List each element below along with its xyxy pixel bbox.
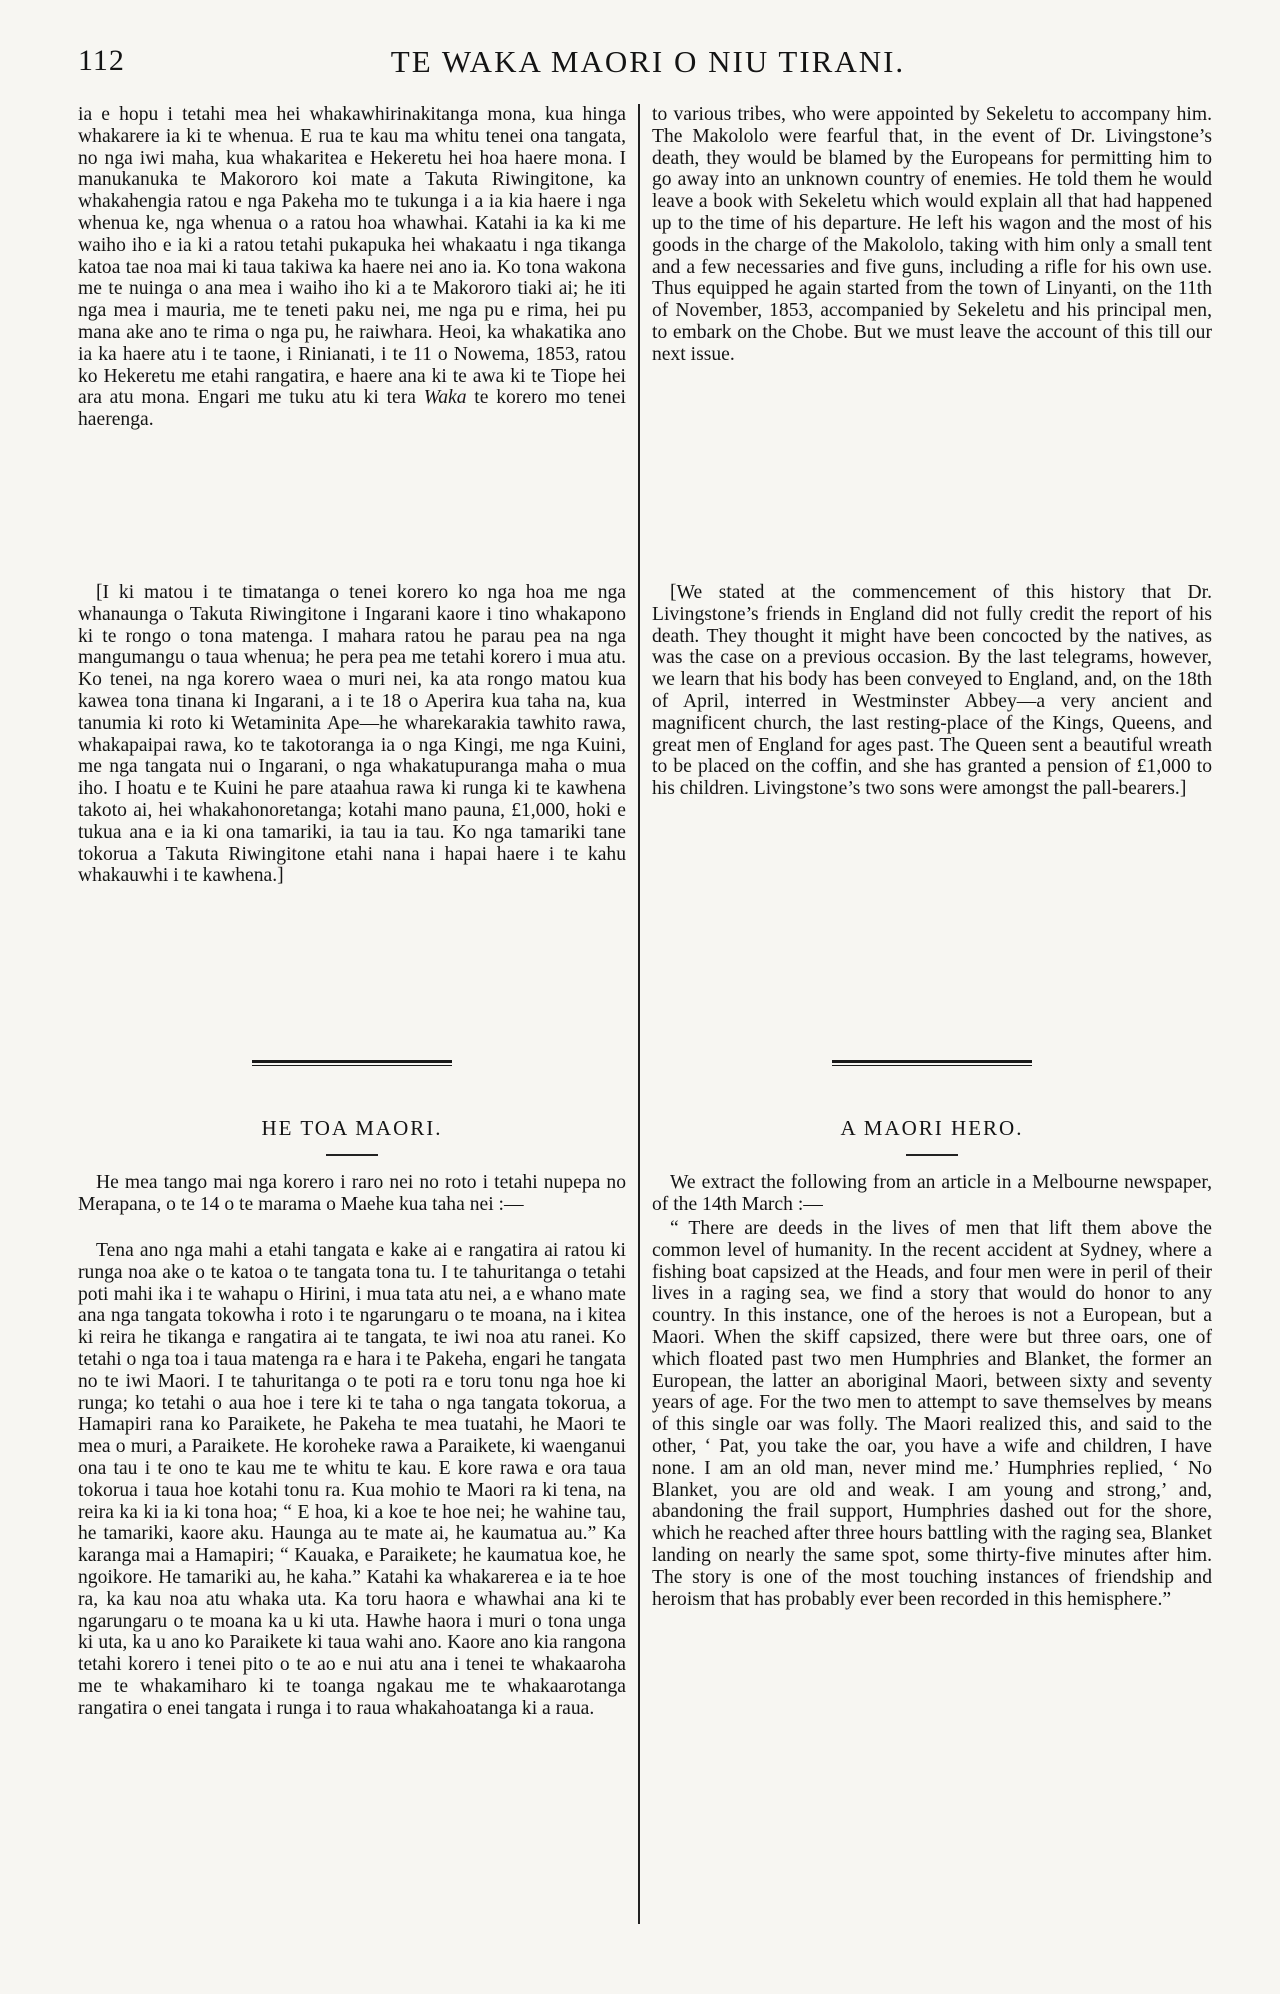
right-paragraph-2 bbox=[652, 582, 1212, 800]
left-section-rule bbox=[252, 1060, 452, 1068]
left-p1-text: ia e hopu i tetahi mea hei whakawhirinakitanga mona, kua hinga whakarere ia ki te whenua. E rua te kau ma whitu tenei ona tangata, no nga iwi maha, kua whakaritea e Hekeretu hei hoa haere mona. I manukanuka te Makororo koi mate a Takuta Riwingitone, ka whakahengia ratou e nga Pakeha mo te tukunga i a ia kia haere i nga whenua ke, nga whenua o a ratou hoa whawhai. Katahi ia ka ki me waiho iho e ia ki a ratou tetahi pukapuka hei whakaatu i nga tikanga katoa tae noa mai ki taua takiwa ka haere nei ano ia. Ko tona wakona me te nuinga o ana mea i waiho iho ki a te Makororo tiaki ai; he iti nga mea i mauria, me te teneti paku nei, me nga pu e rima, hei pu mana ake ano te rima o nga pu, he raiwhara. Heoi, ka whakatika ano ia ka haere atu i te taone, i Rinianati, i te 11 o Nowema, 1853, ratou ko Hekeretu me etahi rangatira, e haere ana ki te awa ki te Tiope hei ara atu mona. Engari me tuku atu ki tera bbox=[78, 104, 626, 409]
left-heading-rule bbox=[326, 1154, 378, 1156]
left-section-heading: HE TOA MAORI. bbox=[261, 1116, 443, 1140]
left-p4-text: Tena ano nga mahi a etahi tangata e kake ai e rangatira ai ratou ki runga noa ake o te katoa o te tangata tona tu. I te tahuritanga o tetahi poti mahi ika i te wahapu o Hirini, i mua tata atu nei, a e whano mate ana nga tangata tokowha i roto i te ngarungaru o te moana, na i kitea ki reira he tikanga e rangatira ai te tangata, te iwi noa atu ranei. Ko tetahi o nga toa i taua matenga ra e hara i te Pakeha, engari he tangata no te iwi Maori. I te tahuritanga o te poti ra e toru tonu nga hoe ki runga; ko tetahi o aua hoe i tere ki te taha o nga tangata tokorua, a Hamapiri rana ko Paraikete, he Pakeha te mea tuatahi, he Maori te mea o muri, a Paraikete. He koroheke rawa a Paraikete, ki waenganui ona tau i te ono te kau me te whitu te kau. E kore rawa e ora taua tokorua i taua hoe kotahi tonu ra. Kua mohio te Maori ra ki tena, na reira ka ki ia ki tona hoa; “ E hoa, ki a koe te hoe nei; he wahine tau, he tamariki, kaore aku. Haunga au te mate ai, he kaumatua au.” Ka karanga mai a Hamapiri; “ Kauaka, e Paraikete; he kaumatua koe, he ngoikore. He tamariki au, he kaha.” Katahi ka whakarerea e ia te hoe ra, ka kau noa atu whaka uta. Ka toru haora e whawhai ana ki te ngarungaru o te moana ka u ki uta. Hawhe haora i muri o tona unga ki uta, ka u ano ko Paraikete ki taua wahi ano. Kaore ano kia rangona tetahi korero i tenei pito o te ao e nui atu ana i tenei te whakaaroha me te whakamiharo ki te toanga ngakau me te whakaarotanga rangatira o enei tangata i runga i to raua whakahoatanga ki a raua. bbox=[78, 1240, 626, 1719]
left-p2-text: [I ki matou i te timatanga o tenei korero ko nga hoa me nga whanaunga o Takuta Riwingitone i Ingarani kaore i tino whakapono ki te rongo o tona matenga. I mahara ratou he parau pea na nga mangumangu o taua whenua; he pera pea me tetahi korero i mua atu. Ko tenei, na nga korero waea o muri nei, ka ata rongo matou kua kawea tona tinana ki Ingarani, a i te 18 o Aperira kua taha na, kua tanumia ki roto ki Wetaminita Ape—he wharekarakia tawhito rawa, whakapaipai rawa, ko te takotoranga ia o nga Kingi, me nga Kuini, me nga tangata nui o Ingarani, o nga whakatupuranga maha o mua iho. I hoatu e te Kuini he pare ataahua rawa ki runga ki te kawhena takoto ai, hei whakahonoretanga; kotahi mano pauna, £1,000, hoki e tukua ana e ia ki ona tamariki, ia tau ia tau. Ko nga tamariki tane tokorua a Takuta Riwingitone etahi nana i hapai haere i te kahu whakauwhi i te kawhena.] bbox=[78, 582, 626, 887]
left-p3-text: He mea tango mai nga korero i raro nei no roto i tetahi nupepa no Merapana, o te 14 o te marama o Maehe kua taha nei :— bbox=[78, 1172, 626, 1215]
right-section-rule bbox=[832, 1060, 1032, 1068]
right-paragraph-1 bbox=[652, 104, 1212, 366]
left-story-paragraph bbox=[78, 1240, 626, 1720]
right-section-heading: A MAORI HERO. bbox=[840, 1116, 1024, 1140]
right-intro-paragraph bbox=[652, 1172, 1212, 1216]
page-header bbox=[68, 38, 1228, 88]
running-title: TE WAKA MAORI O NIU TIRANI. bbox=[390, 44, 906, 79]
left-intro-paragraph bbox=[78, 1172, 626, 1216]
right-p3-text: We extract the following from an article in a Melbourne newspaper, of the 14th March :— bbox=[652, 1172, 1212, 1215]
right-p1-text: to various tribes, who were appointed by Sekeletu to accompany him. The Makololo were fearful that, in the event of Dr. Livingstone’s death, they would be blamed by the Europeans for permitting him to go away into an unknown country of enemies. He told them he would leave a book with Sekeletu which would explain all that had happened up to the time of his departure. He left his wagon and the most of his goods in the charge of the Makololo, taking with him only a small tent and a few necessaries and five guns, including a rifle for his own use. Thus equipped he again started from the town of Linyanti, on the 11th of November, 1853, accompanied by Sekeletu and his principal men, to embark on the Chobe. But we must leave the account of this till our next issue. bbox=[652, 104, 1212, 365]
right-p4-text: “ There are deeds in the lives of men that lift them above the common level of humanity. In the recent accident at Sydney, where a fishing boat capsized at the Heads, and four men were in peril of their lives in a raging sea, we find a story that would do honor to any country. In this instance, one of the heroes is not a European, but a Maori. When the skiff capsized, there were but three oars, one of which floated past two men Humphries and Blanket, the former an European, the latter an aboriginal Maori, between sixty and seventy years of age. For the two men to attempt to save themselves by means of this single oar was folly. The Maori realized this, and said to the other, ‘ Pat, you take the oar, you have a wife and children, I have none. I am an old man, never mind me.’ Humphries replied, ‘ No Blanket, you are old and weak. I am young and strong,’ and, abandoning the frail support, Humphries dashed out for the shore, which he reached after three hours battling with the raging sea, Blanket landing on nearly the same spot, some thirty-five minutes after him. The story is one of the most touching instances of friendship and heroism that has probably ever been recorded in this hemisphere.” bbox=[652, 1218, 1212, 1610]
left-paragraph-2 bbox=[78, 582, 626, 887]
left-p1-end: te korero mo tenei haerenga. bbox=[78, 387, 626, 431]
left-p1-italic: Waka bbox=[423, 387, 467, 409]
left-paragraph-1 bbox=[78, 104, 626, 431]
right-heading-rule bbox=[906, 1154, 958, 1156]
right-story-paragraph bbox=[652, 1218, 1212, 1610]
column-divider bbox=[638, 104, 640, 1924]
right-p2-text: [We stated at the commencement of this history that Dr. Livingstone’s friends in England did not fully credit the report of his death. They thought it might have been concocted by the natives, as was the case on a previous occasion. By the last telegrams, however, we learn that his body has been conveyed to England, and, on the 18th of April, interred in Westminster Abbey—a very ancient and magnificent church, the last resting-place of the Kings, Queens, and great men of England for ages past. The Queen sent a beautiful wreath to be placed on the coffin, and she has granted a pension of £1,000 to his children. Livingstone’s two sons were amongst the pall-bearers.] bbox=[652, 582, 1212, 800]
page-number: 112 bbox=[78, 44, 125, 77]
